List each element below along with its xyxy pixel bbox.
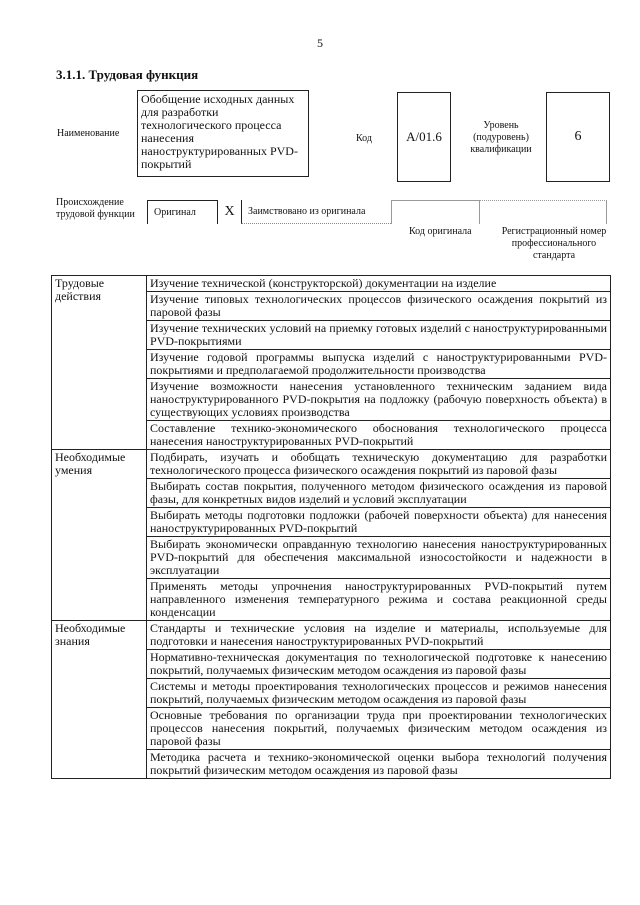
item-cell: Применять методы упрочнения наноструктурированных PVD-покрытий путем направленного изменения температурного режима и состава реакционной среды конденсации: [147, 579, 611, 621]
item-cell: Методика расчета и технико-экономической оценки выбора технологий получения покрытий физическим методом осаждения из паровой фазы: [147, 750, 611, 779]
category-cell: Необходимые знания: [52, 621, 147, 779]
function-table: [51, 275, 611, 779]
name-value: Обобщение исходных данных для разработки технологического процесса нанесения наноструктурированных PVD-покрытий: [137, 90, 309, 177]
level-value: 6: [546, 92, 610, 182]
origin-code-cell: [391, 200, 479, 224]
item-cell: Изучение возможности нанесения установленного техническим заданием вида наноструктурированного PVD-покрытия на подложку (рабочую поверхность объекта) в существующих условиях производства: [147, 379, 611, 421]
item-cell: Системы и методы проектирования технологических процессов и режимов нанесения покрытий, получаемых физическим методом осаждения из паровой фазы: [147, 679, 611, 708]
origin-mark: X: [217, 200, 241, 224]
table-row: [52, 450, 611, 479]
category-cell: Трудовые действия: [52, 276, 147, 450]
item-cell: Нормативно-техническая документация по технологической подготовке к нанесению покрытий, получаемых физическим методом осаждения из паровой фазы: [147, 650, 611, 679]
reg-number-label: Регистрационный номер профессионального стандарта: [501, 226, 607, 261]
page-number: 5: [317, 36, 323, 50]
item-cell: Изучение технических условий на приемку готовых изделий с наноструктурированными PVD-покрытиями: [147, 321, 611, 350]
table-row: [52, 621, 611, 650]
level-label: Уровень (подуровень) квалификации: [470, 120, 532, 155]
item-cell: Выбирать методы подготовки подложки (рабочей поверхности объекта) для нанесения наноструктурированных PVD-покрытий: [147, 508, 611, 537]
origin-original: Оригинал: [147, 200, 217, 224]
item-cell: Составление технико-экономического обоснования технологического процесса нанесения наноструктурированных PVD-покрытий: [147, 421, 611, 450]
item-cell: Изучение типовых технологических процессов физического осаждения покрытий из паровой фазы: [147, 292, 611, 321]
name-label: Наименование: [57, 128, 120, 139]
category-cell: Необходимые умения: [52, 450, 147, 621]
item-cell: Основные требования по организации труда при проектировании технологических процессов нанесения покрытий, получаемых физическим методом осаждения из паровой фазы: [147, 708, 611, 750]
origin-borrowed: Заимствовано из оригинала: [241, 200, 391, 224]
origin-table: [147, 200, 607, 224]
table-row: [52, 276, 611, 292]
code-label: Код: [356, 133, 372, 144]
origin-reg-cell: [479, 200, 607, 224]
item-cell: Изучение годовой программы выпуска изделий с наноструктурированными PVD-покрытиями и предполагаемой продолжительности производства: [147, 350, 611, 379]
item-cell: Изучение технической (конструкторской) документации на изделие: [147, 276, 611, 292]
origin-label: Происхождение трудовой функции: [56, 197, 135, 220]
item-cell: Стандарты и технические условия на изделие и материалы, используемые для подготовки и нанесения наноструктурированных PVD-покрытий: [147, 621, 611, 650]
item-cell: Выбирать состав покрытия, полученного методом физического осаждения из паровой фазы, для конкретных видов изделий и условий эксплуатации: [147, 479, 611, 508]
section-title: 3.1.1. Трудовая функция: [56, 67, 199, 82]
code-original-label: Код оригинала: [409, 226, 472, 237]
code-value: A/01.6: [397, 92, 451, 182]
item-cell: Выбирать экономически оправданную технологию нанесения наноструктурированных PVD-покрытий для обеспечения максимальной износостойкости и надежности в эксплуатации: [147, 537, 611, 579]
item-cell: Подбирать, изучать и обобщать техническую документацию для разработки технологического процесса физического осаждения покрытий из паровой фазы: [147, 450, 611, 479]
